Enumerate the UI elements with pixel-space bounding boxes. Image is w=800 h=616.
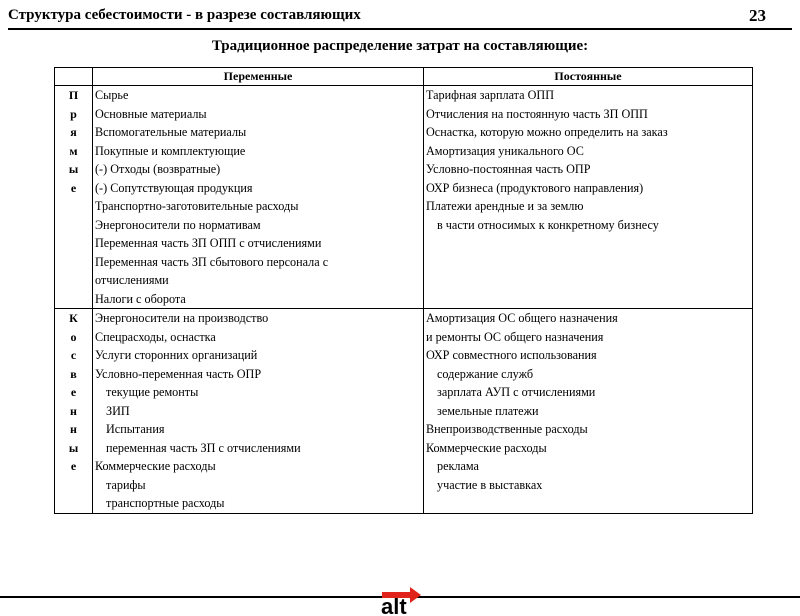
cost-item: земельные платежи [437,403,539,418]
cost-item: ОХР совместного использования [426,348,597,362]
cost-item: Сырье [95,88,129,102]
cost-item: Налоги с оборота [95,291,186,306]
cost-item: Энергоносители по нормативам [95,217,261,232]
table-row-direct [55,86,753,309]
side-label-letter: о [70,329,77,344]
column-header-variable: Переменные [93,68,424,86]
cost-item: Условно-постоянная часть ОПР [426,162,591,176]
side-label-letter: в [70,366,77,381]
cost-item: ОХР бизнеса (продуктового направления) [426,180,644,195]
cost-item: Коммерческие расходы [426,440,547,455]
side-label-letter: ы [68,162,79,176]
cost-item: участие в выставках [437,477,543,492]
logo-text: alt [381,594,407,616]
alt-logo [374,578,424,616]
cost-item: и ремонты ОС общего назначения [426,329,604,344]
cost-item: Амортизация ОС общего назначения [426,311,618,325]
cost-allocation-table [54,67,753,514]
side-label-letter: е [70,180,77,195]
slide-header [8,6,792,30]
cost-item: Внепроизводственные расходы [426,422,588,436]
cost-item: Платежи арендные и за землю [426,199,584,213]
cost-item: Спецрасходы, оснастка [95,329,216,344]
cost-item: текущие ремонты [106,385,199,399]
cost-item: в части относимых к конкретному бизнесу [437,217,659,232]
side-label-letter: н [70,422,77,436]
cost-item: Условно-переменная часть ОПР [95,366,262,381]
cost-item: переменная часть ЗП с отчислениями [106,440,301,455]
slide-title-main: Структура себестоимости [8,7,183,23]
fixed-costs-cell [424,86,753,309]
cost-item: содержание служб [437,366,534,381]
cost-item: Испытания [106,422,165,436]
slide-title-rest: - в разрезе составляющих [182,7,361,23]
cost-item: зарплата АУП с отчислениями [437,385,596,399]
side-label-letter: ы [68,440,79,455]
cost-item: Переменная часть ЗП сбытового персонала с [95,254,329,269]
fixed-costs-cell [424,309,753,514]
column-header-empty [55,68,93,86]
row-side-label [55,86,93,309]
cost-item: Тарифная зарплата ОПП [426,88,554,102]
side-label-letter: е [70,459,77,473]
table-row-indirect [55,309,753,514]
cost-item: ЗИП [106,403,130,418]
side-label-letter: с [70,348,77,362]
cost-item: реклама [437,459,479,473]
table-header-row [55,68,753,86]
side-label-letter: н [70,403,77,418]
side-label-letter: К [69,311,78,325]
cost-item: Оснастка, которую можно определить на заказ [426,125,668,139]
variable-costs-cell [93,86,424,309]
page-number: 23 [749,6,766,25]
side-label-letter: р [70,106,77,121]
cost-item: (-) Сопутствующая продукция [95,180,253,195]
column-header-fixed: Постоянные [424,68,753,86]
cost-item: Переменная часть ЗП ОПП с отчислениями [95,236,322,250]
slide-title [8,7,361,24]
row-side-label [55,309,93,514]
cost-item: Покупные и комплектующие [95,143,246,158]
cost-item: Услуги сторонних организаций [95,348,258,362]
side-label-letter: я [70,125,77,139]
cost-item: Энергоносители на производство [95,311,269,325]
side-label-letter: П [68,88,79,102]
cost-item: отчислениями [95,273,169,287]
side-label-letter: е [70,385,77,399]
cost-item: Коммерческие расходы [95,459,216,473]
table-caption: Традиционное распределение затрат на составляющие: [211,38,589,54]
cost-item: (-) Отходы (возвратные) [95,162,221,176]
variable-costs-cell [93,309,424,514]
cost-item: транспортные расходы [106,496,225,510]
side-label-letter: м [69,143,78,158]
cost-item: Основные материалы [95,106,207,121]
cost-item: Амортизация уникального ОС [426,143,584,158]
cost-item: Отчисления на постоянную часть ЗП ОПП [426,106,648,121]
cost-item: Транспортно-заготовительные расходы [95,199,299,213]
cost-item: Вспомогательные материалы [95,125,247,139]
cost-item: тарифы [106,477,146,492]
